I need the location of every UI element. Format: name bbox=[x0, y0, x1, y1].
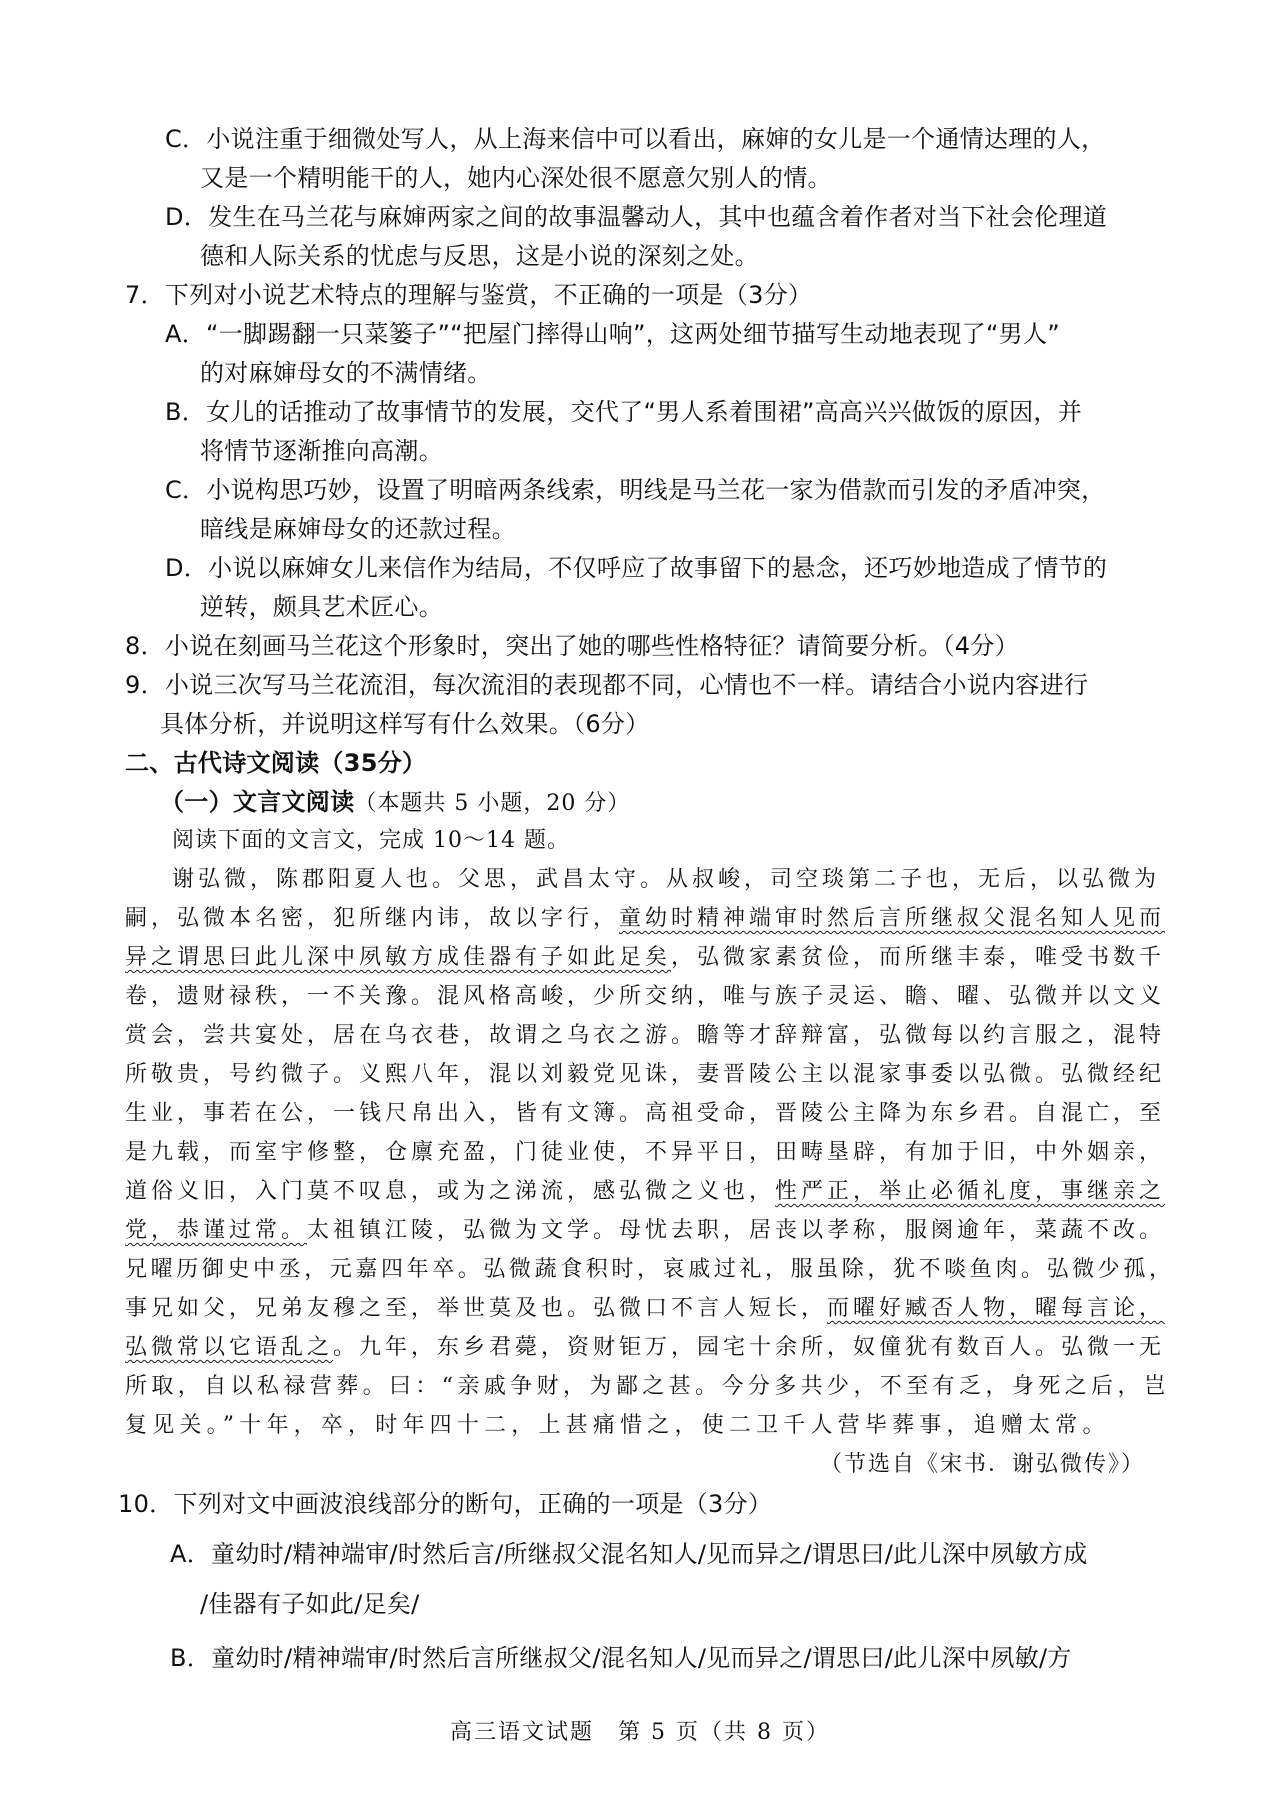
section-title: 二、古代诗文阅读（35分） bbox=[125, 749, 427, 777]
passage-line: 谢弘微，陈郡阳夏人也。父思，武昌太守。从叔峻，司空琰第二子也，无后，以弘微为 bbox=[172, 867, 1161, 892]
passage-line: 党，恭谨过常。太祖镇江陵，弘微为文学。母忧去职，居丧以孝称，服阕逾年，菜蔬不改。 bbox=[125, 1218, 1166, 1243]
q10-stem: 10．下列对文中画波浪线部分的断句，正确的一项是（3分） bbox=[118, 1490, 773, 1518]
passage-line: 嗣，弘微本名密，犯所继内讳，故以字行，童幼时精神端审时然后言所继叔父混名知人见而 bbox=[125, 906, 1166, 931]
passage-line: 异之谓思曰此儿深中夙敏方成佳器有子如此足矣，弘微家素贫俭，而所继丰泰，唯受书数千 bbox=[125, 945, 1166, 970]
wavy-underlined-text: 异之谓思曰此儿深中夙敏方成佳器有子如此足矣 bbox=[125, 945, 672, 970]
passage-line: 是九载，而室宇修整，仓廪充盈，门徒业使，不异平日，田畴垦辟，有加于旧，中外姻亲， bbox=[125, 1140, 1166, 1165]
q7-option-d-line1: D．小说以麻婶女儿来信作为结局，不仅呼应了故事留下的悬念，还巧妙地造成了情节的 bbox=[165, 554, 1108, 582]
q6-option-d-line1: D．发生在马兰花与麻婶两家之间的故事温馨动人，其中也蕴含着作者对当下社会伦理道 bbox=[165, 203, 1108, 231]
passage-line: 复见关。”十年，卒，时年四十二，上甚痛惜之，使二卫千人营毕葬事，追赠太常。 bbox=[125, 1413, 1110, 1438]
passage-line: 兄曜历御史中丞，元嘉四年卒。弘微蔬食积时，哀戚过礼，服虽除，犹不啖鱼肉。弘微少孤， bbox=[125, 1257, 1175, 1282]
q9-stem-line2: 具体分析，并说明这样写有什么效果。（6分） bbox=[160, 710, 650, 738]
q6-option-c-line1: C．小说注重于细微处写人，从上海来信中可以看出，麻婶的女儿是一个通情达理的人， bbox=[165, 125, 1106, 153]
q8-stem: 8．小说在刻画马兰花这个形象时，突出了她的哪些性格特征？请简要分析。（4分） bbox=[125, 632, 1019, 660]
passage-source: （节选自《宋书．谢弘微传》） bbox=[820, 1452, 1146, 1477]
passage-line: 生业，事若在公，一钱尺帛出入，皆有文簿。高祖受命，晋陵公主降为东乡君。自混亡，至 bbox=[125, 1101, 1166, 1126]
subsection-title: （一）文言文阅读 bbox=[160, 788, 355, 816]
passage-line: 事兄如父，兄弟友穆之至，举世莫及也。弘微口不言人短长，而曜好臧否人物，曜每言论， bbox=[125, 1296, 1166, 1321]
q7-stem: 7．下列对小说艺术特点的理解与鉴赏，不正确的一项是（3分） bbox=[125, 281, 813, 309]
wavy-underlined-text: 性严正，举止必循礼度，事继亲之 bbox=[775, 1179, 1166, 1204]
passage-line: 所敬贵，号约微子。义熙八年，混以刘毅党见诛，妻晋陵公主以混家事委以弘微。弘微经纪 bbox=[125, 1062, 1166, 1087]
subsection-note: （本题共 5 小题，20 分） bbox=[354, 791, 631, 816]
wavy-underlined-text: 党，恭谨过常。 bbox=[125, 1218, 308, 1243]
passage-line: 道俗义旧，入门莫不叹息，或为之涕流，感弘微之义也，性严正，举止必循礼度，事继亲之 bbox=[125, 1179, 1166, 1204]
page-footer: 高三语文试题 第 5 页（共 8 页） bbox=[450, 1720, 830, 1745]
wavy-underlined-text: 而曜好臧否人物，曜每言论， bbox=[827, 1296, 1166, 1321]
q6-option-c-line2: 又是一个精明能干的人，她内心深处很不愿意欠别人的情。 bbox=[200, 164, 832, 192]
q10-option-a-line1: A．童幼时/精神端审/时然后言/所继叔父混名知人/见而异之/谓思曰/此儿深中夙敏方成 bbox=[170, 1540, 1088, 1568]
q7-option-c-line1: C．小说构思巧妙，设置了明暗两条线索，明线是马兰花一家为借款而引发的矛盾冲突， bbox=[165, 476, 1106, 504]
wavy-underlined-text: 弘微常以它语乱之 bbox=[125, 1335, 334, 1360]
passage-line: 所取，自以私禄营葬。曰：“亲戚争财，为鄙之甚。今分多共少，不至有乏，身死之后，岂 bbox=[125, 1374, 1171, 1399]
q7-option-d-line2: 逆转，颇具艺术匠心。 bbox=[200, 593, 443, 621]
passage-line: 赏会，尝共宴处，居在乌衣巷，故谓之乌衣之游。瞻等才辞辩富，弘微每以约言服之，混特 bbox=[125, 1023, 1166, 1048]
q7-option-a-line2: 的对麻婶母女的不满情绪。 bbox=[200, 359, 492, 387]
q7-option-b-line1: B．女儿的话推动了故事情节的发展，交代了“男人系着围裙”高高兴兴做饭的原因，并 bbox=[165, 398, 1083, 426]
q10-option-a-line2: /佳器有子如此/足矣/ bbox=[200, 1590, 420, 1618]
q9-stem-line1: 9．小说三次写马兰花流泪，每次流泪的表现都不同，心情也不一样。请结合小说内容进行 bbox=[125, 671, 1089, 699]
reading-instruction: 阅读下面的文言文，完成 10～14 题。 bbox=[172, 828, 570, 853]
passage-line: 弘微常以它语乱之。九年，东乡君薨，资财钜万，园宅十余所，奴僮犹有数百人。弘微一无 bbox=[125, 1335, 1166, 1360]
q7-option-b-line2: 将情节逐渐推向高潮。 bbox=[200, 437, 443, 465]
q10-option-b-line1: B．童幼时/精神端审/时然后言所继叔父/混名知人/见而异之/谓思曰/此儿深中夙敏/方 bbox=[170, 1644, 1072, 1672]
q7-option-c-line2: 暗线是麻婶母女的还款过程。 bbox=[200, 515, 516, 543]
subsection-heading bbox=[160, 787, 630, 819]
q7-option-a-line1: A．“一脚踢翻一只菜篓子”“把屋门摔得山响”，这两处细节描写生动地表现了“男人” bbox=[165, 320, 1061, 348]
q6-option-d-line2: 德和人际关系的忧虑与反思，这是小说的深刻之处。 bbox=[200, 242, 759, 270]
passage-line: 卷，遗财禄秩，一不关豫。混风格高峻，少所交纳，唯与族子灵运、瞻、曜、弘微并以文义 bbox=[125, 984, 1166, 1009]
wavy-underlined-text: 童幼时精神端审时然后言所继叔父混名知人见而 bbox=[619, 906, 1166, 931]
